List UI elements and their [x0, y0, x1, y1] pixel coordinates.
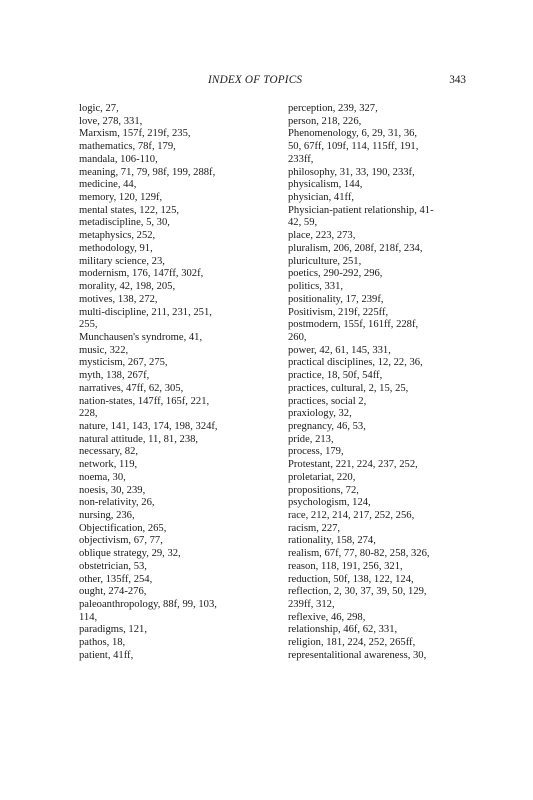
index-entry: praxiology, 32, — [288, 408, 352, 420]
index-entry: nation-states, 147ff, 165f, 221, — [79, 395, 210, 407]
index-entry: relationship, 46f, 62, 331, — [288, 624, 398, 636]
index-entry: Physician-patient relationship, 41- — [288, 204, 434, 216]
index-entry: pregnancy, 46, 53, — [288, 420, 366, 432]
index-entry: propositions, 72, — [288, 484, 359, 496]
index-entry: 233ff, — [288, 153, 314, 165]
index-entry: logic, 27, — [79, 103, 119, 114]
index-entry: Marxism, 157f, 219f, 235, — [79, 128, 191, 140]
index-entry: reflection, 2, 30, 37, 39, 50, 129, — [288, 586, 427, 598]
index-entry: philosophy, 31, 33, 190, 233f, — [288, 166, 415, 178]
page-number: 343 — [449, 74, 466, 86]
index-entry: noesis, 30, 239, — [79, 484, 146, 496]
index-entry: non-relativity, 26, — [79, 497, 155, 509]
index-entry: pathos, 18, — [79, 637, 126, 649]
index-entry: reduction, 50f, 138, 122, 124, — [288, 573, 414, 585]
index-entry: objectivism, 67, 77, — [79, 535, 163, 547]
index-entry: practical disciplines, 12, 22, 36, — [288, 357, 423, 369]
index-entry: mental states, 122, 125, — [79, 204, 180, 216]
index-column-left — [79, 103, 261, 663]
index-entry: politics, 331, — [288, 281, 344, 293]
index-entry: physician, 41ff, — [288, 192, 355, 204]
index-entry: nursing, 236, — [79, 510, 135, 521]
index-entry: practices, cultural, 2, 15, 25, — [288, 382, 409, 394]
index-entry: Phenomenology, 6, 29, 31, 36, — [288, 128, 418, 140]
index-entry: narratives, 47ff, 62, 305, — [79, 382, 184, 394]
index-entry: paleoanthropology, 88f, 99, 103, — [79, 599, 217, 611]
index-entry: military science, 23, — [79, 255, 165, 267]
index-entry: pride, 213, — [288, 433, 334, 445]
index-entry: mandala, 106-110, — [79, 153, 158, 165]
index-entry: proletariat, 220, — [288, 471, 356, 483]
index-entry: Protestant, 221, 224, 237, 252, — [288, 459, 418, 471]
index-entry: love, 278, 331, — [79, 115, 143, 127]
index-entry: morality, 42, 198, 205, — [79, 281, 176, 293]
index-entry: rationality, 158, 274, — [288, 535, 376, 547]
index-entry: meaning, 71, 79, 98f, 199, 288f, — [79, 166, 216, 178]
running-title: INDEX OF TOPICS — [208, 74, 303, 86]
index-entry: noema, 30, — [79, 471, 126, 483]
index-entry: realism, 67f, 77, 80-82, 258, 326, — [288, 548, 430, 560]
index-entry: 50, 67ff, 109f, 114, 115ff, 191, — [288, 141, 419, 153]
index-entry: methodology, 91, — [79, 242, 153, 254]
index-entry: poetics, 290-292, 296, — [288, 268, 383, 280]
index-entry: Objectification, 265, — [79, 522, 167, 534]
index-entry: nature, 141, 143, 174, 198, 324f, — [79, 420, 218, 432]
index-entry: network, 119, — [79, 459, 138, 471]
index-entry: myth, 138, 267f, — [79, 370, 150, 382]
index-entry: obstetrician, 53, — [79, 560, 147, 572]
index-entry: postmodern, 155f, 161ff, 228f, — [288, 319, 419, 331]
index-entry: necessary, 82, — [79, 446, 139, 458]
index-entry: person, 218, 226, — [288, 115, 362, 127]
index-entry: medicine, 44, — [79, 179, 137, 191]
index-entry: place, 223, 273, — [288, 230, 356, 242]
index-entry: 260, — [288, 331, 307, 343]
index-entry: paradigms, 121, — [79, 624, 147, 636]
index-entry: 239ff, 312, — [288, 599, 335, 611]
index-entry: 42, 59, — [288, 217, 318, 229]
index-entry: natural attitude, 11, 81, 238, — [79, 433, 199, 445]
index-entry: ought, 274-276, — [79, 586, 147, 598]
index-entry: 114, — [79, 611, 98, 623]
index-entry: motives, 138, 272, — [79, 293, 158, 305]
index-entry: memory, 120, 129f, — [79, 192, 163, 204]
page-header — [78, 74, 466, 90]
index-entry: reason, 118, 191, 256, 321, — [288, 560, 403, 572]
index-entry: modernism, 176, 147ff, 302f, — [79, 268, 204, 280]
index-entry: other, 135ff, 254, — [79, 573, 153, 585]
index-entry: practice, 18, 50f, 54ff, — [288, 370, 383, 382]
index-entry: Munchausen's syndrome, 41, — [79, 331, 203, 343]
index-entry: representalitional awareness, 30, — [288, 649, 427, 661]
index-entry: 255, — [79, 319, 98, 331]
index-entry: metadiscipline, 5, 30, — [79, 217, 170, 229]
index-entry: oblique strategy, 29, 32, — [79, 548, 181, 560]
index-entry: mathematics, 78f, 179, — [79, 141, 176, 153]
index-entry: racism, 227, — [288, 522, 341, 534]
index-entry: Positivism, 219f, 225ff, — [288, 306, 389, 318]
index-entry: metaphysics, 252, — [79, 230, 156, 242]
index-entry: positionality, 17, 239f, — [288, 293, 384, 305]
index-entry: practices, social 2, — [288, 395, 367, 407]
index-entry: race, 212, 214, 217, 252, 256, — [288, 510, 415, 521]
index-entry: patient, 41ff, — [79, 649, 134, 661]
index-entry: perception, 239, 327, — [288, 103, 378, 114]
index-column-right — [288, 103, 466, 663]
index-entry: mysticism, 267, 275, — [79, 357, 168, 369]
index-entry: 228, — [79, 408, 98, 420]
index-entry: multi-discipline, 211, 231, 251, — [79, 306, 212, 318]
index-entry: religion, 181, 224, 252, 265ff, — [288, 637, 416, 649]
index-entry: psychologism, 124, — [288, 497, 371, 509]
index-entry: reflexive, 46, 298, — [288, 611, 366, 623]
index-entry: power, 42, 61, 145, 331, — [288, 344, 391, 356]
index-entry: process, 179, — [288, 446, 344, 458]
index-entry: music, 322, — [79, 344, 129, 356]
index-entry: pluralism, 206, 208f, 218f, 234, — [288, 242, 423, 254]
index-entry: pluriculture, 251, — [288, 255, 362, 267]
index-entry: physicalism, 144, — [288, 179, 363, 191]
